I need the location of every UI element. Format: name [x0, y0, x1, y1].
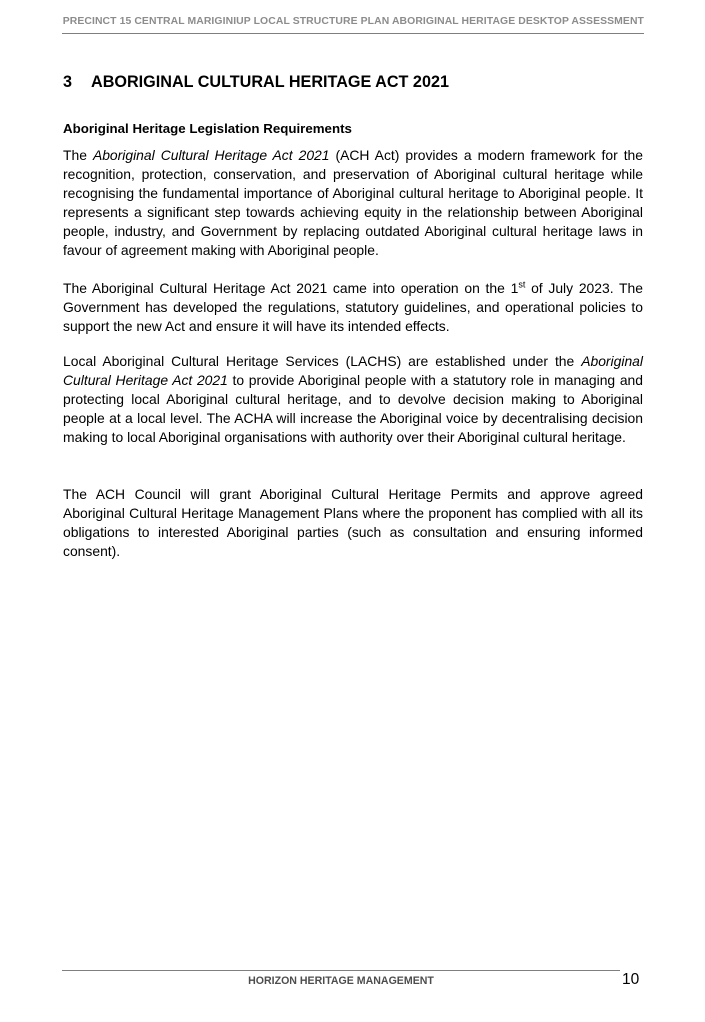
- paragraph-commencement: [63, 279, 643, 336]
- section-number: 3: [63, 73, 73, 91]
- paragraph-text: to provide Aboriginal people with a statutory role in managing and protecting local Aboriginal cultural heritage, and to devolve decision making to Aboriginal people at a local level. The ACHA will increase the Aboriginal voice by decentralising decision making to local Aboriginal organisations with authority over their Aboriginal cultural heritage.: [63, 371, 644, 445]
- footer-organisation: HORIZON HERITAGE MANAGEMENT: [248, 975, 434, 987]
- running-header-title: PRECINCT 15 CENTRAL MARIGINIUP LOCAL STRUCTURE PLAN ABORIGINAL HERITAGE DESKTOP ASSESSMENT: [62, 16, 644, 27]
- ordinal-superscript: st: [518, 279, 526, 290]
- paragraph-text: The Aboriginal Cultural Heritage Act 2021 came into operation on the 1: [63, 280, 519, 296]
- paragraph-text: (ACH Act) provides a modern framework for the recognition, protection, conservation, and preservation of Aboriginal cultural heritage while recognising the fundamental importance of Aboriginal cultural heritage to Aboriginal people. It represents a significant step towards achieving equity in the relationship between Aboriginal people, industry, and Government by replacing outdated Aboriginal cultural heritage laws in favour of agreement making with Aboriginal people.: [63, 147, 644, 258]
- header-divider: [62, 33, 644, 34]
- section-title: ABORIGINAL CULTURAL HERITAGE ACT 2021: [91, 73, 449, 91]
- paragraph-ach-council: [63, 485, 643, 561]
- section-heading: [63, 73, 449, 92]
- paragraph-text: The ACH Council will grant Aboriginal Cultural Heritage Permits and approve agreed Aboriginal Cultural Heritage Management Plans where the proponent has complied with all its obligations to interested Aboriginal parties (such as consultation and ensuring informed consent).: [63, 486, 643, 559]
- act-title-italic: Aboriginal Cultural Heritage Act 2021: [63, 353, 643, 388]
- paragraph-text: The: [63, 147, 93, 163]
- page-number: 10: [622, 971, 640, 988]
- paragraph-lachs: [63, 352, 643, 447]
- subsection-heading: Aboriginal Heritage Legislation Requirements: [63, 121, 352, 136]
- footer-divider: [62, 970, 620, 971]
- paragraph-text: of July 2023. The Government has developed the regulations, statutory guidelines, and operational policies to support the new Act and ensure it will have its intended effects.: [63, 280, 643, 334]
- paragraph-text: Local Aboriginal Cultural Heritage Services (LACHS) are established under the: [63, 353, 582, 369]
- paragraph-ach-act-overview: [63, 146, 643, 259]
- act-title-italic: Aboriginal Cultural Heritage Act 2021: [92, 147, 330, 163]
